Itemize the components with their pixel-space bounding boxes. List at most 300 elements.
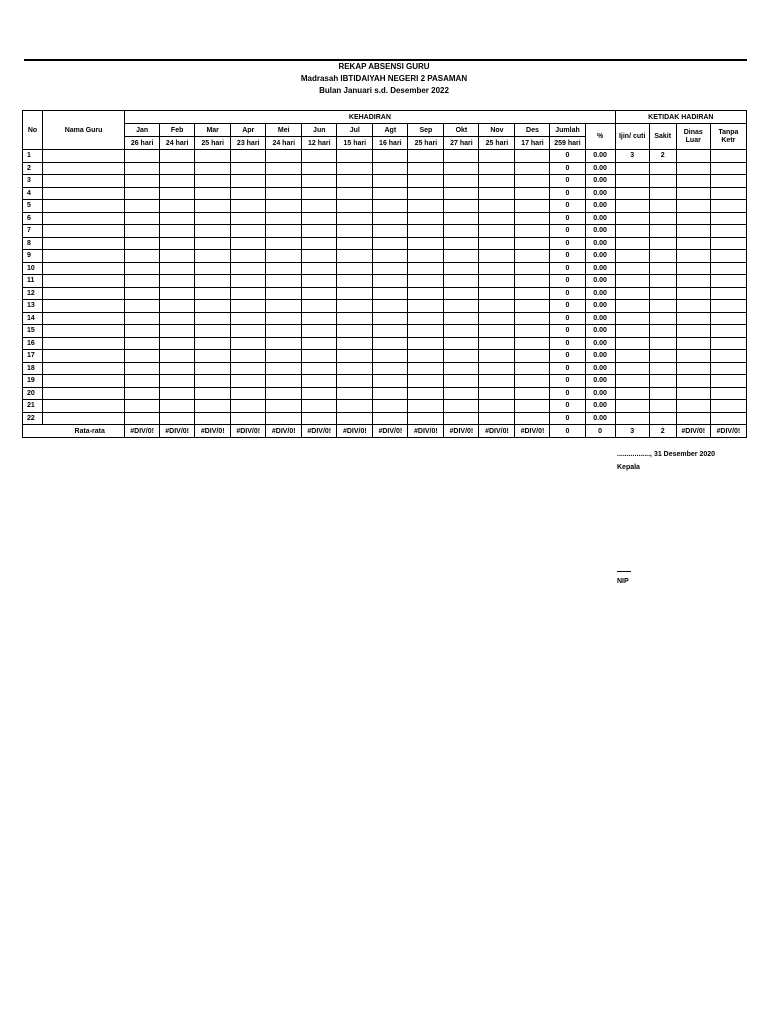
attendance-cell: [266, 312, 302, 325]
attendance-cell: [125, 362, 160, 375]
row-percent: 0.00: [585, 325, 615, 338]
table-row: [23, 262, 747, 275]
attendance-cell: [231, 275, 266, 288]
attendance-cell: [125, 287, 160, 300]
row-jumlah: 0: [550, 250, 585, 263]
row-ijin: [615, 350, 649, 363]
attendance-cell: [302, 387, 337, 400]
attendance-cell: [479, 300, 515, 313]
attendance-cell: [266, 300, 302, 313]
attendance-cell: [195, 187, 231, 200]
attendance-cell: [337, 337, 373, 350]
row-tanpa: [710, 362, 746, 375]
attendance-cell: [160, 187, 195, 200]
attendance-cell: [302, 287, 337, 300]
attendance-cell: [302, 275, 337, 288]
average-month-cell: #DIV/0!: [302, 425, 337, 438]
row-percent: 0.00: [585, 200, 615, 213]
row-percent: 0.00: [585, 400, 615, 413]
attendance-cell: [266, 150, 302, 163]
table-row: [23, 325, 747, 338]
attendance-cell: [515, 300, 550, 313]
doc-title: REKAP ABSENSI GURU: [338, 62, 430, 71]
attendance-cell: [195, 162, 231, 175]
col-dinas-header: Dinas Luar: [676, 124, 710, 150]
average-ijin: 3: [615, 425, 649, 438]
attendance-cell: [408, 150, 444, 163]
attendance-cell: [125, 225, 160, 238]
row-dinas: [676, 237, 710, 250]
row-ijin: 3: [615, 150, 649, 163]
table-row: [23, 175, 747, 188]
row-dinas: [676, 325, 710, 338]
attendance-cell: [302, 212, 337, 225]
row-dinas: [676, 387, 710, 400]
row-ijin: [615, 375, 649, 388]
row-jumlah: 0: [550, 187, 585, 200]
row-dinas: [676, 412, 710, 425]
row-tanpa: [710, 387, 746, 400]
row-sakit: [649, 337, 676, 350]
average-sakit: 2: [649, 425, 676, 438]
attendance-cell: [373, 237, 408, 250]
attendance-cell: [160, 175, 195, 188]
attendance-cell: [373, 175, 408, 188]
attendance-cell: [160, 400, 195, 413]
teacher-name-cell: [43, 375, 125, 388]
school-name: Madrasah IBTIDAIYAH NEGERI 2 PASAMAN: [300, 74, 468, 83]
average-month-cell: #DIV/0!: [408, 425, 444, 438]
row-jumlah: 0: [550, 262, 585, 275]
attendance-cell: [373, 362, 408, 375]
attendance-cell: [373, 225, 408, 238]
attendance-cell: [408, 250, 444, 263]
attendance-cell: [160, 250, 195, 263]
col-ijin-header: Ijin/ cuti: [615, 124, 649, 150]
row-ijin: [615, 262, 649, 275]
attendance-cell: [195, 387, 231, 400]
attendance-cell: [231, 262, 266, 275]
attendance-cell: [125, 312, 160, 325]
attendance-cell: [515, 225, 550, 238]
attendance-cell: [444, 187, 479, 200]
attendance-cell: [373, 300, 408, 313]
attendance-cell: [195, 212, 231, 225]
attendance-cell: [231, 337, 266, 350]
row-dinas: [676, 150, 710, 163]
attendance-cell: [373, 312, 408, 325]
attendance-cell: [125, 300, 160, 313]
attendance-cell: [195, 337, 231, 350]
row-jumlah: 0: [550, 225, 585, 238]
attendance-cell: [160, 300, 195, 313]
row-sakit: [649, 362, 676, 375]
month-header: Jul: [337, 124, 373, 137]
row-ijin: [615, 337, 649, 350]
row-tanpa: [710, 225, 746, 238]
row-percent: 0.00: [585, 375, 615, 388]
row-ijin: [615, 312, 649, 325]
row-percent: 0.00: [585, 187, 615, 200]
teacher-name-cell: [43, 212, 125, 225]
attendance-cell: [444, 212, 479, 225]
row-jumlah: 0: [550, 412, 585, 425]
average-month-cell: #DIV/0!: [515, 425, 550, 438]
attendance-cell: [515, 312, 550, 325]
attendance-cell: [125, 400, 160, 413]
row-tanpa: [710, 250, 746, 263]
row-dinas: [676, 350, 710, 363]
row-ijin: [615, 162, 649, 175]
row-dinas: [676, 175, 710, 188]
attendance-cell: [195, 325, 231, 338]
attendance-cell: [337, 387, 373, 400]
average-month-cell: #DIV/0!: [444, 425, 479, 438]
attendance-cell: [231, 287, 266, 300]
attendance-cell: [231, 175, 266, 188]
month-days: 24 hari: [160, 137, 195, 150]
row-number: 3: [23, 175, 43, 188]
row-ijin: [615, 275, 649, 288]
attendance-cell: [479, 237, 515, 250]
row-sakit: [649, 200, 676, 213]
attendance-cell: [266, 400, 302, 413]
attendance-cell: [479, 387, 515, 400]
attendance-cell: [125, 175, 160, 188]
attendance-cell: [479, 400, 515, 413]
row-dinas: [676, 250, 710, 263]
row-jumlah: 0: [550, 212, 585, 225]
row-sakit: [649, 375, 676, 388]
average-tanpa: #DIV/0!: [710, 425, 746, 438]
attendance-cell: [266, 225, 302, 238]
row-dinas: [676, 300, 710, 313]
attendance-cell: [231, 187, 266, 200]
attendance-cell: [444, 200, 479, 213]
attendance-cell: [266, 250, 302, 263]
attendance-cell: [302, 400, 337, 413]
attendance-cell: [231, 250, 266, 263]
attendance-cell: [444, 225, 479, 238]
attendance-cell: [373, 212, 408, 225]
attendance-cell: [515, 387, 550, 400]
report-period: Bulan Januari s.d. Desember 2022: [319, 86, 449, 95]
table-row: [23, 187, 747, 200]
attendance-cell: [302, 337, 337, 350]
table-row: [23, 162, 747, 175]
attendance-cell: [195, 262, 231, 275]
row-ijin: [615, 212, 649, 225]
month-days: 26 hari: [125, 137, 160, 150]
row-number: 12: [23, 287, 43, 300]
attendance-cell: [302, 162, 337, 175]
row-dinas: [676, 225, 710, 238]
row-jumlah: 0: [550, 350, 585, 363]
row-tanpa: [710, 287, 746, 300]
attendance-cell: [479, 150, 515, 163]
row-percent: 0.00: [585, 175, 615, 188]
month-header: Mei: [266, 124, 302, 137]
attendance-table: [22, 110, 747, 438]
table-row: [23, 200, 747, 213]
attendance-cell: [195, 375, 231, 388]
attendance-cell: [337, 250, 373, 263]
row-number: 2: [23, 162, 43, 175]
row-tanpa: [710, 337, 746, 350]
row-sakit: [649, 350, 676, 363]
teacher-name-cell: [43, 350, 125, 363]
row-percent: 0.00: [585, 150, 615, 163]
attendance-cell: [373, 150, 408, 163]
row-ijin: [615, 362, 649, 375]
attendance-cell: [444, 375, 479, 388]
row-ijin: [615, 412, 649, 425]
attendance-cell: [266, 412, 302, 425]
average-row: [23, 425, 747, 438]
row-percent: 0.00: [585, 337, 615, 350]
attendance-cell: [302, 350, 337, 363]
attendance-cell: [160, 387, 195, 400]
attendance-cell: [195, 400, 231, 413]
row-ijin: [615, 225, 649, 238]
month-days: 16 hari: [373, 137, 408, 150]
row-percent: 0.00: [585, 225, 615, 238]
attendance-cell: [160, 337, 195, 350]
row-number: 6: [23, 212, 43, 225]
row-dinas: [676, 337, 710, 350]
attendance-cell: [444, 162, 479, 175]
table-row: [23, 225, 747, 238]
row-sakit: [649, 162, 676, 175]
attendance-cell: [408, 387, 444, 400]
row-tanpa: [710, 200, 746, 213]
attendance-cell: [444, 400, 479, 413]
table-row: [23, 400, 747, 413]
attendance-cell: [408, 237, 444, 250]
attendance-cell: [515, 362, 550, 375]
row-tanpa: [710, 350, 746, 363]
attendance-cell: [408, 350, 444, 363]
table-row: [23, 287, 747, 300]
signature-role: Kepala: [617, 464, 640, 471]
row-percent: 0.00: [585, 350, 615, 363]
row-ijin: [615, 387, 649, 400]
attendance-cell: [125, 412, 160, 425]
table-row: [23, 300, 747, 313]
row-jumlah: 0: [550, 325, 585, 338]
month-header: Jan: [125, 124, 160, 137]
row-percent: 0.00: [585, 212, 615, 225]
table-row: [23, 212, 747, 225]
row-dinas: [676, 362, 710, 375]
average-month-cell: #DIV/0!: [125, 425, 160, 438]
row-sakit: [649, 312, 676, 325]
attendance-cell: [231, 162, 266, 175]
col-nama-header: Nama Guru: [43, 111, 125, 150]
attendance-cell: [125, 262, 160, 275]
attendance-cell: [337, 200, 373, 213]
attendance-cell: [195, 412, 231, 425]
attendance-cell: [337, 237, 373, 250]
attendance-cell: [479, 325, 515, 338]
attendance-cell: [373, 387, 408, 400]
average-spacer: [23, 425, 43, 438]
month-header: Des: [515, 124, 550, 137]
attendance-cell: [373, 250, 408, 263]
teacher-name-cell: [43, 237, 125, 250]
row-percent: 0.00: [585, 362, 615, 375]
attendance-cell: [231, 312, 266, 325]
attendance-cell: [373, 275, 408, 288]
row-dinas: [676, 162, 710, 175]
attendance-cell: [231, 237, 266, 250]
attendance-cell: [231, 400, 266, 413]
attendance-cell: [515, 287, 550, 300]
row-number: 8: [23, 237, 43, 250]
attendance-cell: [444, 325, 479, 338]
row-jumlah: 0: [550, 200, 585, 213]
attendance-cell: [373, 287, 408, 300]
row-jumlah: 0: [550, 337, 585, 350]
attendance-cell: [160, 200, 195, 213]
teacher-name-cell: [43, 412, 125, 425]
attendance-cell: [337, 275, 373, 288]
attendance-cell: [515, 262, 550, 275]
row-ijin: [615, 237, 649, 250]
row-ijin: [615, 300, 649, 313]
teacher-name-cell: [43, 325, 125, 338]
row-number: 18: [23, 362, 43, 375]
attendance-cell: [302, 225, 337, 238]
attendance-cell: [231, 350, 266, 363]
attendance-cell: [479, 200, 515, 213]
row-percent: 0.00: [585, 237, 615, 250]
attendance-cell: [266, 262, 302, 275]
attendance-cell: [125, 187, 160, 200]
attendance-cell: [515, 337, 550, 350]
row-dinas: [676, 400, 710, 413]
attendance-cell: [302, 262, 337, 275]
attendance-cell: [408, 200, 444, 213]
attendance-cell: [160, 287, 195, 300]
month-days: 17 hari: [515, 137, 550, 150]
attendance-cell: [337, 312, 373, 325]
attendance-cell: [408, 300, 444, 313]
row-number: 7: [23, 225, 43, 238]
row-sakit: [649, 300, 676, 313]
attendance-cell: [408, 225, 444, 238]
attendance-cell: [160, 350, 195, 363]
row-number: 22: [23, 412, 43, 425]
average-month-cell: #DIV/0!: [479, 425, 515, 438]
attendance-cell: [337, 300, 373, 313]
jumlah-days: 259 hari: [550, 137, 585, 150]
row-sakit: [649, 175, 676, 188]
attendance-cell: [479, 262, 515, 275]
attendance-cell: [160, 412, 195, 425]
month-days: 15 hari: [337, 137, 373, 150]
attendance-cell: [444, 337, 479, 350]
attendance-cell: [125, 337, 160, 350]
attendance-cell: [160, 325, 195, 338]
row-tanpa: [710, 275, 746, 288]
teacher-name-cell: [43, 300, 125, 313]
teacher-name-cell: [43, 362, 125, 375]
row-percent: 0.00: [585, 262, 615, 275]
row-percent: 0.00: [585, 162, 615, 175]
attendance-cell: [444, 250, 479, 263]
row-tanpa: [710, 312, 746, 325]
row-tanpa: [710, 162, 746, 175]
attendance-cell: [337, 175, 373, 188]
attendance-cell: [444, 350, 479, 363]
attendance-cell: [195, 250, 231, 263]
row-tanpa: [710, 237, 746, 250]
attendance-cell: [373, 262, 408, 275]
attendance-cell: [444, 287, 479, 300]
attendance-cell: [302, 300, 337, 313]
month-header: Jun: [302, 124, 337, 137]
table-row: [23, 387, 747, 400]
row-tanpa: [710, 262, 746, 275]
row-percent: 0.00: [585, 312, 615, 325]
row-sakit: [649, 237, 676, 250]
attendance-cell: [515, 162, 550, 175]
row-sakit: [649, 225, 676, 238]
attendance-cell: [515, 150, 550, 163]
attendance-cell: [125, 275, 160, 288]
attendance-cell: [195, 225, 231, 238]
attendance-cell: [195, 200, 231, 213]
ketidakhadiran-group-header: KETIDAK HADIRAN: [615, 111, 746, 124]
teacher-name-cell: [43, 187, 125, 200]
attendance-cell: [266, 387, 302, 400]
attendance-cell: [515, 212, 550, 225]
attendance-cell: [266, 337, 302, 350]
row-ijin: [615, 400, 649, 413]
signature-nip: NIP: [617, 578, 629, 585]
attendance-cell: [444, 262, 479, 275]
attendance-cell: [231, 375, 266, 388]
signature-date: ................., 31 Desember 2020: [617, 451, 716, 458]
attendance-cell: [479, 162, 515, 175]
row-sakit: [649, 387, 676, 400]
attendance-cell: [231, 200, 266, 213]
attendance-cell: [479, 250, 515, 263]
attendance-cell: [479, 362, 515, 375]
attendance-cell: [337, 400, 373, 413]
attendance-cell: [125, 162, 160, 175]
attendance-cell: [266, 325, 302, 338]
attendance-cell: [373, 400, 408, 413]
row-jumlah: 0: [550, 150, 585, 163]
attendance-cell: [266, 162, 302, 175]
average-percent: 0: [585, 425, 615, 438]
attendance-cell: [266, 275, 302, 288]
row-number: 15: [23, 325, 43, 338]
month-header: Nov: [479, 124, 515, 137]
row-ijin: [615, 250, 649, 263]
attendance-cell: [515, 175, 550, 188]
attendance-cell: [302, 362, 337, 375]
attendance-cell: [195, 175, 231, 188]
col-tanpa-header: Tanpa Ketr: [710, 124, 746, 150]
attendance-cell: [515, 250, 550, 263]
month-days: 25 hari: [479, 137, 515, 150]
attendance-cell: [444, 237, 479, 250]
row-tanpa: [710, 325, 746, 338]
attendance-cell: [302, 200, 337, 213]
